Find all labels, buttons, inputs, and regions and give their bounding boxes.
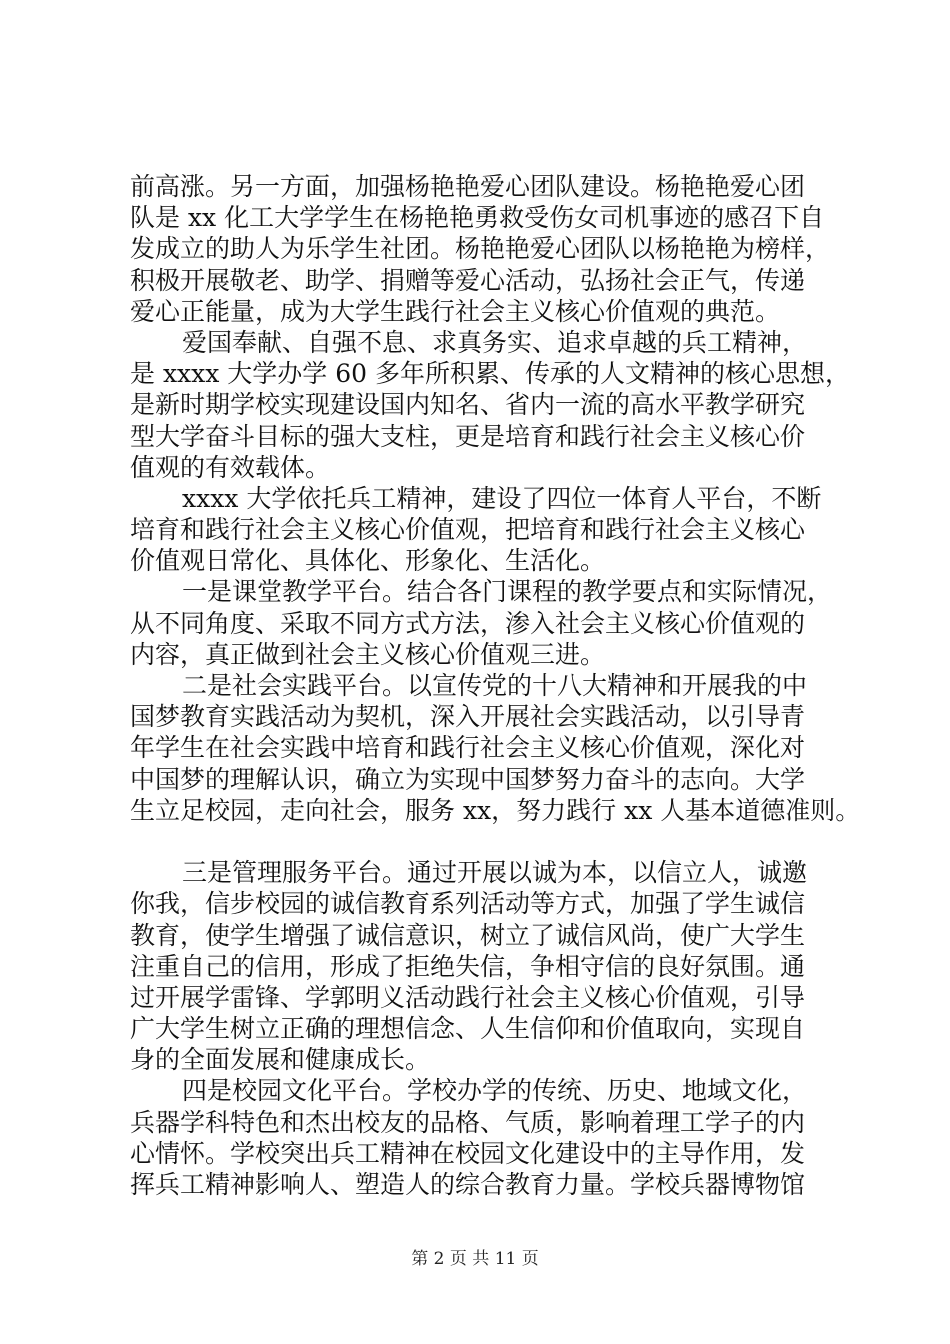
text-line: 积极开展敬老、助学、捐赠等爱心活动，弘扬社会正气，传递 — [130, 265, 806, 295]
text-line: 是新时期学校实现建设国内知名、省内一流的高水平教学研究 — [130, 390, 806, 420]
document-body — [130, 171, 861, 1200]
text-line: 心情怀。学校突出兵工精神在校园文化建设中的主导作用，发 — [130, 1138, 806, 1168]
text-line: 挥兵工精神影响人、塑造人的综合教育力量。学校兵器博物馆 — [130, 1170, 806, 1199]
text-line: 队是 xx 化工大学学生在杨艳艳勇救受伤女司机事迹的感召下自 — [130, 203, 825, 233]
page-number-footer: 第 2 页 共 11 页 — [411, 1249, 539, 1269]
blank-line — [130, 826, 830, 857]
text-line: 发成立的助人为乐学生社团。杨艳艳爱心团队以杨艳艳为榜样， — [130, 234, 831, 264]
text-line: 培育和践行社会主义核心价值观，把培育和践行社会主义核心 — [130, 515, 806, 545]
text-line: 是 xxxx 大学办学 60 多年所积累、传承的人文精神的核心思想， — [130, 359, 850, 389]
text-line: 四是校园文化平台。学校办学的传统、历史、地域文化， — [182, 1076, 808, 1106]
text-line: 值观的有效载体。 — [130, 452, 331, 482]
text-line: xxxx 大学依托兵工精神，建设了四位一体育人平台，不断 — [182, 483, 822, 513]
text-line: 广大学生树立正确的理想信念、人生信仰和价值取向，实现自 — [130, 1014, 806, 1044]
text-line: 价值观日常化、具体化、形象化、生活化。 — [130, 546, 606, 576]
text-line: 从不同角度、采取不同方式方法，渗入社会主义核心价值观的 — [130, 608, 806, 638]
text-line: 三是管理服务平台。通过开展以诚为本，以信立人，诚邀 — [182, 858, 808, 888]
text-line: 教育，使学生增强了诚信意识，树立了诚信风尚，使广大学生 — [130, 920, 806, 950]
text-line: 身的全面发展和健康成长。 — [130, 1045, 431, 1075]
text-line: 二是社会实践平台。以宣传党的十八大精神和开展我的中 — [182, 671, 808, 700]
text-line: 年学生在社会实践中培育和践行社会主义核心价值观，深化对 — [130, 733, 806, 763]
text-line: 爱国奉献、自强不息、求真务实、追求卓越的兵工精神， — [182, 327, 808, 357]
text-line: 注重自己的信用，形成了拒绝失信，争相守信的良好氛围。通 — [130, 951, 806, 981]
text-line: 生立足校园，走向社会，服务 xx，努力践行 xx 人基本道德准则。 — [130, 795, 861, 825]
text-line: 型大学奋斗目标的强大支柱，更是培育和践行社会主义核心价 — [130, 421, 806, 451]
text-line: 你我，信步校园的诚信教育系列活动等方式，加强了学生诚信 — [130, 889, 806, 919]
text-line: 内容，真正做到社会主义核心价值观三进。 — [130, 639, 606, 669]
text-line: 一是课堂教学平台。结合各门课程的教学要点和实际情况， — [182, 577, 833, 607]
text-line: 国梦教育实践活动为契机，深入开展社会实践活动，以引导青 — [130, 702, 806, 732]
text-line: 过开展学雷锋、学郭明义活动践行社会主义核心价值观，引导 — [130, 982, 806, 1012]
text-line: 中国梦的理解认识，确立为实现中国梦努力奋斗的志向。大学 — [130, 764, 806, 794]
text-line: 兵器学科特色和杰出校友的品格、气质，影响着理工学子的内 — [130, 1107, 806, 1137]
text-line: 前高涨。另一方面，加强杨艳艳爱心团队建设。杨艳艳爱心团 — [130, 172, 806, 201]
text-line: 爱心正能量，成为大学生践行社会主义核心价值观的典范。 — [130, 296, 781, 326]
